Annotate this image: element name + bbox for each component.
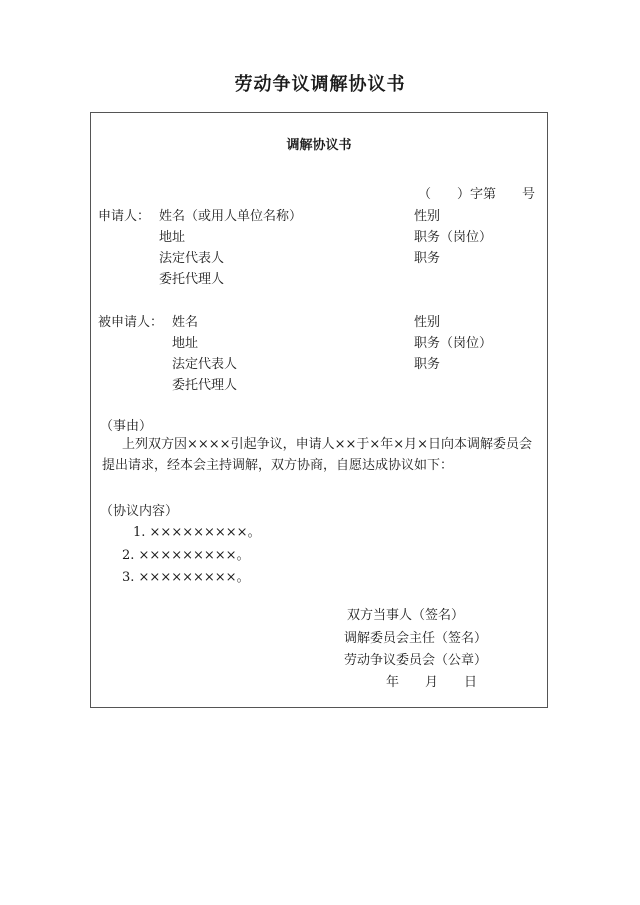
respondent-address-label: 地址: [172, 336, 199, 351]
agreement-item: 2. ×××××××××。: [122, 548, 250, 563]
respondent-gender-label: 性别: [414, 315, 441, 330]
agreement-item: 3. ×××××××××。: [122, 570, 250, 585]
applicant-position-label: 职务（岗位）: [414, 230, 493, 245]
document-subtitle: 调解协议书: [286, 138, 352, 153]
applicant-legal-rep-label: 法定代表人: [159, 251, 225, 266]
signature-committee: 劳动争议委员会（公章）: [344, 653, 488, 668]
document-title: 劳动争议调解协议书: [234, 74, 406, 95]
signature-director: 调解委员会主任（签名）: [344, 631, 488, 646]
applicant-gender-label: 性别: [414, 209, 441, 224]
applicant-address-label: 地址: [159, 230, 186, 245]
agreement-heading: （协议内容）: [100, 504, 179, 519]
respondent-heading: 被申请人：: [98, 315, 164, 330]
agreement-item: 1. ×××××××××。: [133, 525, 261, 540]
applicant-duty-label: 职务: [414, 251, 441, 266]
reason-text: 上列双方因××××引起争议，申请人××于×年×月×日向本调解委员会提出请求，经本会主持调解，双方协商，自愿达成协议如下：: [102, 437, 533, 473]
signature-parties: 双方当事人（签名）: [347, 608, 465, 623]
case-number: （ ）字第 号: [418, 187, 536, 202]
reason-heading: （事由）: [100, 419, 153, 434]
respondent-legal-rep-label: 法定代表人: [172, 357, 238, 372]
respondent-position-label: 职务（岗位）: [414, 336, 493, 351]
applicant-heading: 申请人：: [98, 209, 151, 224]
respondent-agent-label: 委托代理人: [172, 378, 238, 393]
respondent-name-label: 姓名: [172, 315, 199, 330]
applicant-agent-label: 委托代理人: [159, 272, 225, 287]
respondent-duty-label: 职务: [414, 357, 441, 372]
applicant-name-label: 姓名（或用人单位名称）: [159, 209, 303, 224]
signature-date: 年 月 日: [386, 675, 478, 690]
